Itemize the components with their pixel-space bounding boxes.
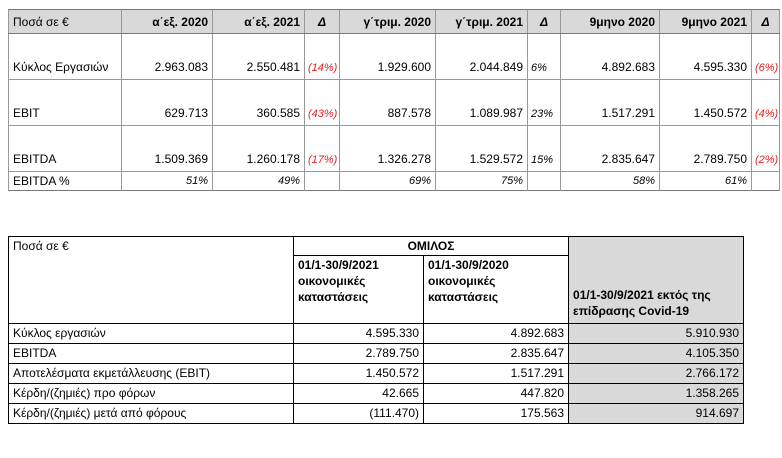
cell-value: 49% — [213, 172, 305, 191]
cell-value: 2.789.750 — [660, 126, 752, 172]
header-delta: Δ — [305, 10, 340, 34]
cell-delta: (43%) — [305, 80, 340, 126]
cell-value: 887.578 — [340, 80, 436, 126]
cell-value: (111.470) — [294, 403, 424, 423]
cell-value: 2.044.849 — [436, 34, 528, 80]
quarterly-results-table — [8, 9, 780, 191]
table-row — [9, 34, 780, 80]
cell-value: 2.835.647 — [424, 343, 569, 363]
table-row — [9, 363, 744, 383]
cell-value: 4.105.350 — [569, 343, 744, 363]
cell-delta: (4%) — [752, 80, 780, 126]
row-label: Κέρδη/(ζημιές) προ φόρων — [9, 383, 294, 403]
cell-value: 175.563 — [424, 403, 569, 423]
cell-value: 2.789.750 — [294, 343, 424, 363]
row-label: EBITDA — [9, 343, 294, 363]
cell-delta: (2%) — [752, 126, 780, 172]
row-label: EBIT — [9, 80, 122, 126]
group-header: ΟΜΙΛΟΣ — [294, 237, 569, 256]
cell-value: 1.450.572 — [294, 363, 424, 383]
cell-delta: (17%) — [305, 126, 340, 172]
cell-value: 1.929.600 — [340, 34, 436, 80]
row-label: EBITDA — [9, 126, 122, 172]
header-h1-2020: α΄εξ. 2020 — [122, 10, 213, 34]
header-q3-2021: γ΄τριμ. 2021 — [436, 10, 528, 34]
corner-blank — [9, 256, 294, 324]
table-row — [9, 323, 744, 343]
cell-value: 4.892.683 — [424, 323, 569, 343]
cell-value: 447.820 — [424, 383, 569, 403]
cell-value: 1.450.572 — [660, 80, 752, 126]
column-header-2020: 01/1-30/9/2020 οικονομικές καταστάσεις — [424, 256, 569, 324]
cell-delta: 15% — [528, 126, 561, 172]
row-label: Κέρδη/(ζημιές) μετά από φόρους — [9, 403, 294, 423]
cell-value: 2.963.083 — [122, 34, 213, 80]
row-label: Κύκλος εργασιών — [9, 323, 294, 343]
cell-delta — [528, 172, 561, 191]
table-row — [9, 383, 744, 403]
cell-value: 1.326.278 — [340, 126, 436, 172]
corner-amounts-label: Ποσά σε € — [9, 237, 294, 256]
cell-value: 1.509.369 — [122, 126, 213, 172]
cell-value: 4.892.683 — [561, 34, 660, 80]
cell-delta — [752, 172, 780, 191]
table-row — [9, 80, 780, 126]
table-row — [9, 403, 744, 423]
cell-value: 51% — [122, 172, 213, 191]
cell-value: 4.595.330 — [660, 34, 752, 80]
cell-delta: 6% — [528, 34, 561, 80]
cell-value: 914.697 — [569, 403, 744, 423]
cell-value: 1.517.291 — [561, 80, 660, 126]
table1-header-row — [9, 10, 780, 34]
table-row — [9, 172, 780, 191]
cell-delta — [305, 172, 340, 191]
table-row — [9, 126, 780, 172]
cell-value: 2.550.481 — [213, 34, 305, 80]
header-q3-2020: γ΄τριμ. 2020 — [340, 10, 436, 34]
header-h1-2021: α΄εξ. 2021 — [213, 10, 305, 34]
cell-value: 1.358.265 — [569, 383, 744, 403]
table-row — [9, 343, 744, 363]
cell-value: 2.766.172 — [569, 363, 744, 383]
cell-value: 42.665 — [294, 383, 424, 403]
table2-group-row — [9, 237, 744, 256]
table2-column-header-row — [9, 256, 744, 324]
cell-value: 360.585 — [213, 80, 305, 126]
cell-value: 69% — [340, 172, 436, 191]
group-results-table — [8, 236, 744, 424]
cell-delta: 23% — [528, 80, 561, 126]
cell-value: 61% — [660, 172, 752, 191]
cell-value: 75% — [436, 172, 528, 191]
header-9m-2020: 9μηνο 2020 — [561, 10, 660, 34]
cell-value: 58% — [561, 172, 660, 191]
row-label: Κύκλος Εργασιών — [9, 34, 122, 80]
cell-delta: (14%) — [305, 34, 340, 80]
row-label: EBITDA % — [9, 172, 122, 191]
column-header-2021: 01/1-30/9/2021 οικονομικές καταστάσεις — [294, 256, 424, 324]
row-label: Αποτελέσματα εκμετάλλευσης (EBIT) — [9, 363, 294, 383]
cell-value: 1.517.291 — [424, 363, 569, 383]
cell-value: 1.089.987 — [436, 80, 528, 126]
shaded-header-top — [569, 237, 744, 256]
header-delta: Δ — [752, 10, 780, 34]
cell-value: 629.713 — [122, 80, 213, 126]
cell-value: 1.260.178 — [213, 126, 305, 172]
cell-delta: (6%) — [752, 34, 780, 80]
column-header-excl-covid: 01/1-30/9/2021 εκτός της επίδρασης Covid-19 — [569, 256, 744, 324]
cell-value: 2.835.647 — [561, 126, 660, 172]
header-amounts-label: Ποσά σε € — [9, 10, 122, 34]
header-9m-2021: 9μηνο 2021 — [660, 10, 752, 34]
header-delta: Δ — [528, 10, 561, 34]
cell-value: 4.595.330 — [294, 323, 424, 343]
cell-value: 1.529.572 — [436, 126, 528, 172]
cell-value: 5.910.930 — [569, 323, 744, 343]
